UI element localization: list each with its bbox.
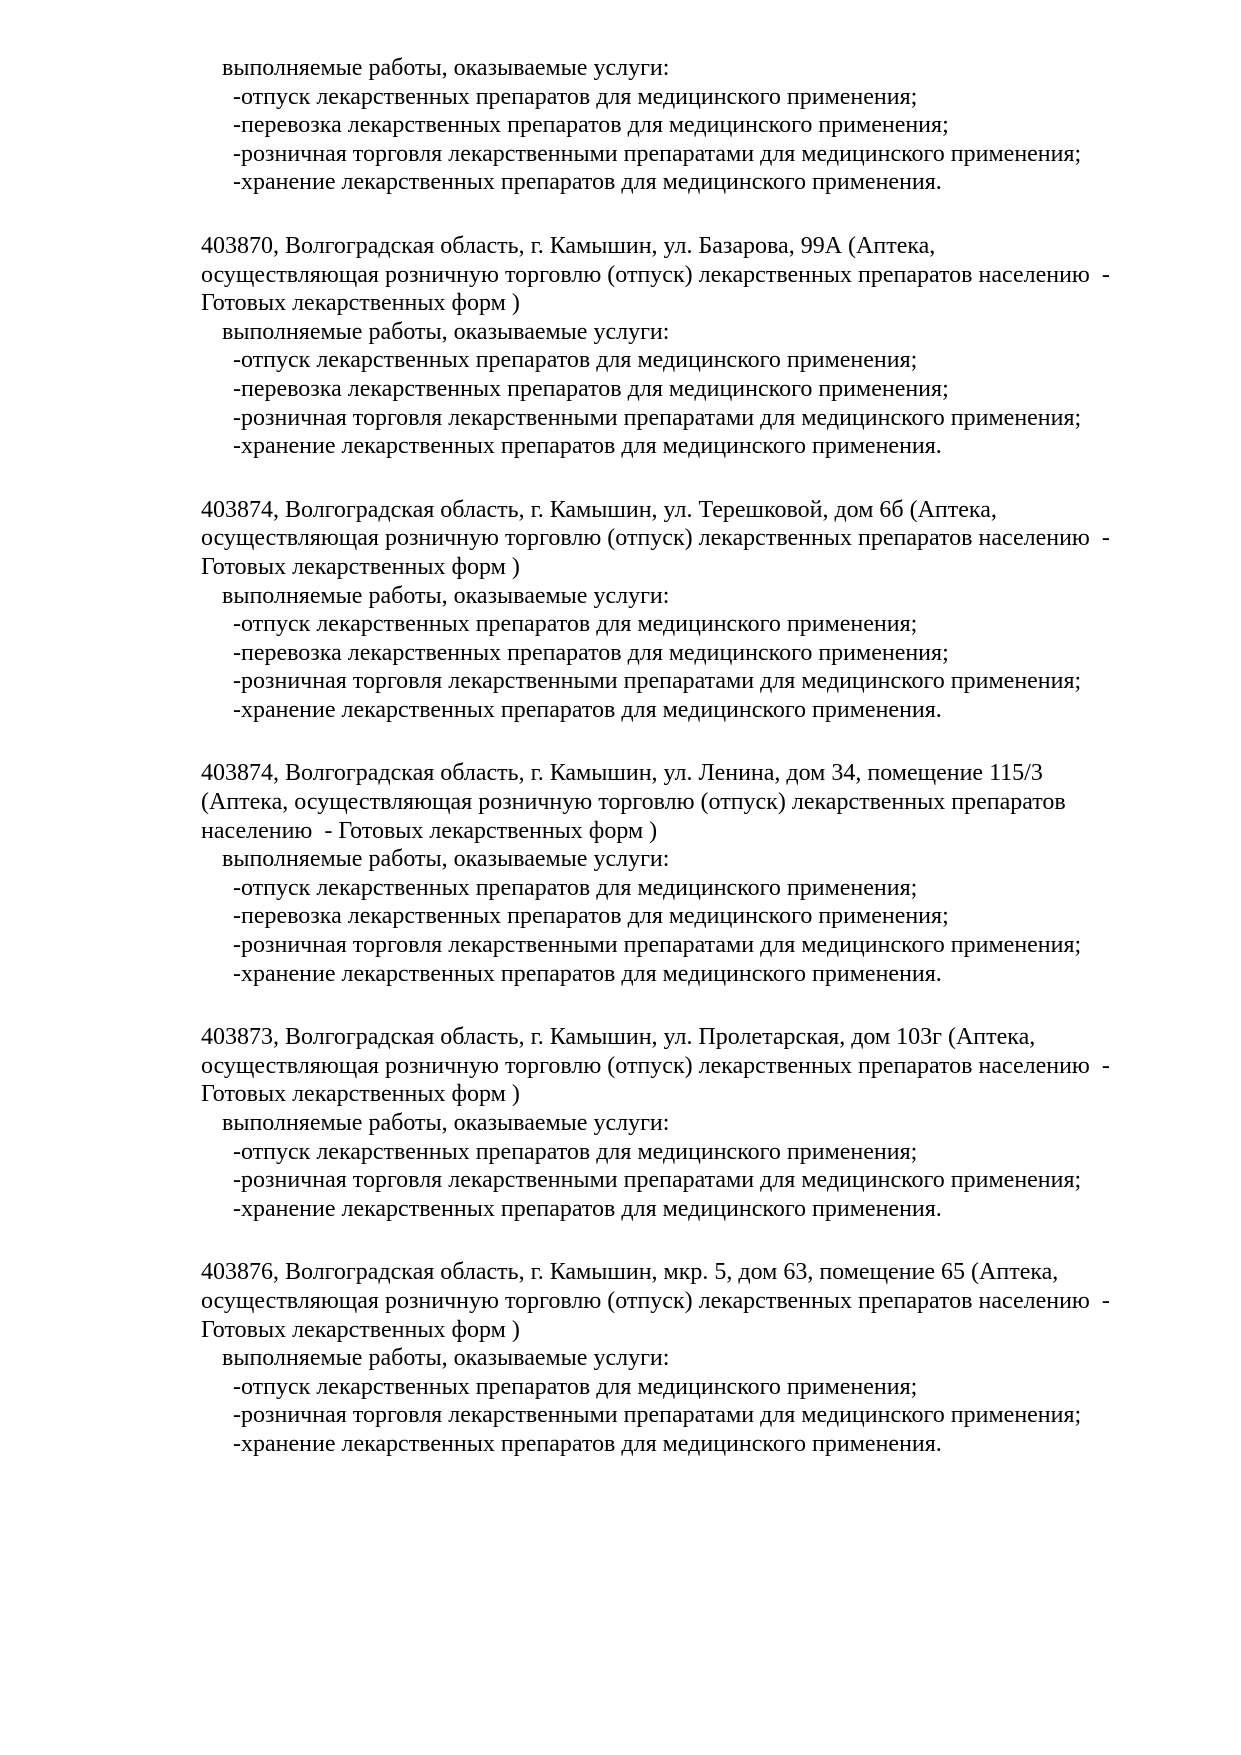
entry-address-line: Готовых лекарственных форм ): [201, 553, 520, 580]
service-item: -отпуск лекарственных препаратов для медицинского применения;: [233, 347, 918, 374]
service-item: -хранение лекарственных препаратов для медицинского применения.: [233, 960, 942, 987]
license-entry: [201, 1023, 1201, 1223]
entry-address-line: осуществляющая розничную торговлю (отпуск) лекарственных препаратов населению -: [201, 1287, 1110, 1314]
service-item: -перевозка лекарственных препаратов для медицинского применения;: [233, 112, 949, 139]
service-item: -перевозка лекарственных препаратов для медицинского применения;: [233, 903, 949, 930]
entry-address-line: осуществляющая розничную торговлю (отпуск) лекарственных препаратов населению -: [201, 1052, 1110, 1079]
service-item: -хранение лекарственных препаратов для медицинского применения.: [233, 169, 942, 196]
entry-address-line: 403874, Волгоградская область, г. Камышин, ул. Терешковой, дом 6б (Аптека,: [201, 496, 997, 523]
entry-address-line: Готовых лекарственных форм ): [201, 1316, 520, 1343]
services-heading: выполняемые работы, оказываемые услуги:: [222, 582, 670, 609]
entry-address-line: населению - Готовых лекарственных форм ): [201, 817, 658, 844]
services-heading: выполняемые работы, оказываемые услуги:: [222, 846, 670, 873]
service-item: -розничная торговля лекарственными препаратами для медицинского применения;: [233, 1402, 1082, 1429]
services-heading: выполняемые работы, оказываемые услуги:: [222, 1110, 670, 1136]
license-entry: [201, 54, 1201, 197]
service-item: -отпуск лекарственных препаратов для медицинского применения;: [233, 1138, 918, 1165]
license-entry: [201, 496, 1201, 725]
service-item: -хранение лекарственных препаратов для медицинского применения.: [233, 1430, 942, 1457]
entry-address-line: 403876, Волгоградская область, г. Камышин, мкр. 5, дом 63, помещение 65 (Аптека,: [201, 1259, 1059, 1286]
services-heading: выполняемые работы, оказываемые услуги:: [222, 1345, 670, 1372]
license-entry: [201, 232, 1201, 461]
service-item: -перевозка лекарственных препаратов для медицинского применения;: [233, 375, 949, 402]
service-item: -перевозка лекарственных препаратов для медицинского применения;: [233, 639, 949, 666]
service-item: -розничная торговля лекарственными препаратами для медицинского применения;: [233, 1167, 1082, 1194]
entry-address-line: 403873, Волгоградская область, г. Камышин, ул. Пролетарская, дом 103г (Аптека,: [201, 1024, 1036, 1051]
service-item: -розничная торговля лекарственными препаратами для медицинского применения;: [233, 140, 1082, 167]
entry-address-line: 403870, Волгоградская область, г. Камышин, ул. Базарова, 99А (Аптека,: [201, 232, 936, 259]
services-heading: выполняемые работы, оказываемые услуги:: [222, 318, 670, 345]
service-item: -отпуск лекарственных препаратов для медицинского применения;: [233, 83, 918, 110]
service-item: -розничная торговля лекарственными препаратами для медицинского применения;: [233, 932, 1082, 959]
entry-address-line: Готовых лекарственных форм ): [201, 290, 520, 317]
service-item: -хранение лекарственных препаратов для медицинского применения.: [233, 696, 942, 723]
entry-address-line: осуществляющая розничную торговлю (отпуск) лекарственных препаратов населению -: [201, 261, 1110, 288]
entry-address-line: 403874, Волгоградская область, г. Камышин, ул. Ленина, дом 34, помещение 115/3: [201, 760, 1043, 787]
entry-address-line: осуществляющая розничную торговлю (отпуск) лекарственных препаратов населению -: [201, 525, 1110, 552]
services-heading: выполняемые работы, оказываемые услуги:: [222, 55, 670, 81]
entry-address-line: Готовых лекарственных форм ): [201, 1081, 520, 1108]
service-item: -хранение лекарственных препаратов для медицинского применения.: [233, 433, 942, 460]
service-item: -розничная торговля лекарственными препаратами для медицинского применения;: [233, 668, 1082, 695]
license-entry: [201, 1258, 1201, 1458]
license-entry: [201, 759, 1201, 988]
entry-address-line: (Аптека, осуществляющая розничную торговлю (отпуск) лекарственных препаратов: [201, 789, 1066, 816]
service-item: -хранение лекарственных препаратов для медицинского применения.: [233, 1195, 942, 1222]
service-item: -розничная торговля лекарственными препаратами для медицинского применения;: [233, 404, 1082, 431]
service-item: -отпуск лекарственных препаратов для медицинского применения;: [233, 611, 918, 638]
service-item: -отпуск лекарственных препаратов для медицинского применения;: [233, 874, 918, 901]
service-item: -отпуск лекарственных препаратов для медицинского применения;: [233, 1373, 918, 1400]
